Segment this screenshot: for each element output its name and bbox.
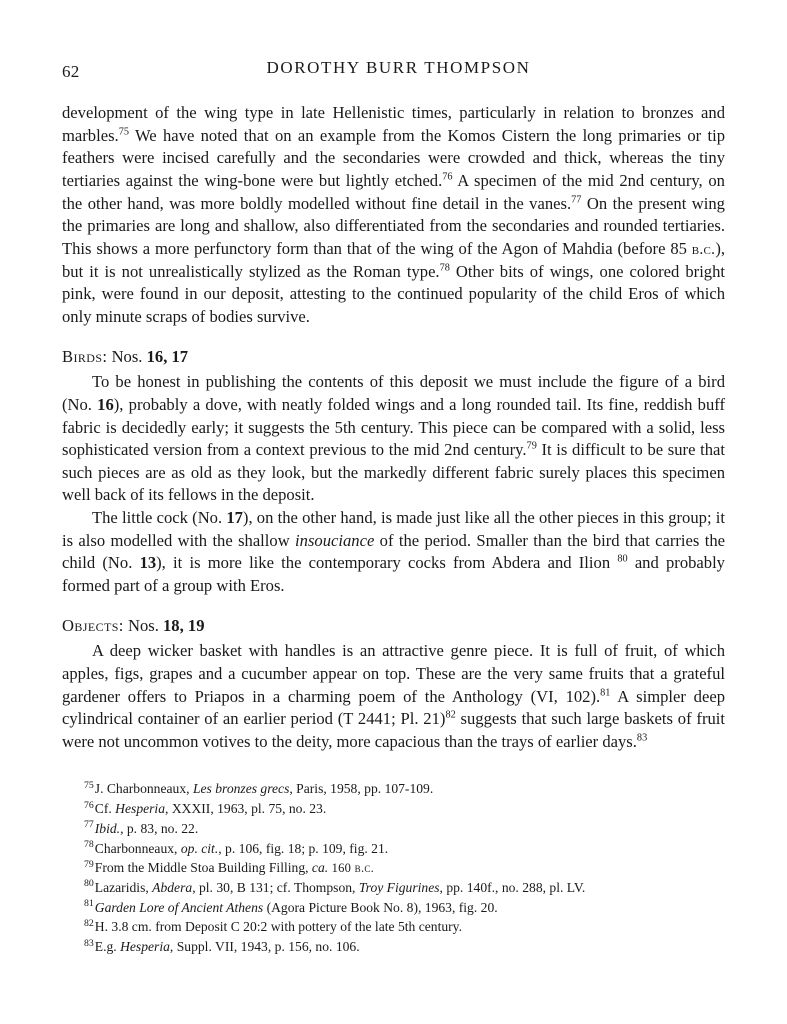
catalog-numbers: 16, 17 [146,346,189,366]
footnote-text: , pp. 140f., no. 288, pl. LV. [439,880,586,895]
page-number: 62 [62,62,80,81]
date-abbrev: b.c. [691,240,716,258]
footnote-number: 77 [84,819,94,831]
section-head-birds [62,346,725,369]
footnote-text: E.g. [94,939,121,955]
section-head-objects [62,615,725,638]
footnote-title: Hesperia [120,939,170,955]
footnote-ref-82[interactable]: 82 [445,709,456,721]
footnote-item [84,779,725,799]
text-run: The little cock (No. [92,508,227,528]
footnote-text: , p. 83, no. 22. [120,820,199,836]
footnote-title: Les bronzes grecs [192,781,290,797]
footnote-ref-78[interactable]: 78 [439,262,450,274]
text-run: ), on the other hand, is made just like all the other pieces in this group; it is also modelled with the shallow [62,508,725,550]
footnote-title: ca. [311,860,329,876]
footnote-item [84,898,725,918]
paragraph-wing-type [62,102,725,329]
footnote-title: Abdera [152,880,193,895]
footnote-text: , pl. 30, B 131; cf. Thompson, [192,880,359,895]
footnote-text: Cf. [94,801,116,817]
paragraph-bird [62,371,725,507]
text-run: suggests that such large baskets of fruit were not uncommon votives to the deity, more capacious than the trays of earlier days. [62,709,725,751]
text-run: On the present wing the primaries are long and shallow, also differentiated from the secondaries and rounded tertiaries. This shows a more perfunctory form than that of the wing of the Agon of Mahdia (before 85 [62,193,725,258]
italic-term: insouciance [295,530,375,550]
footnote-number: 76 [84,799,94,811]
footnote-ref-76[interactable]: 76 [442,171,453,183]
text-run: of the period. Smaller than the bird that carries the child (No. [62,530,725,573]
text-run: It is difficult to be sure that such pieces are as old as they look, but the markedly different fabric surely places this specimen well back of its fellows in the deposit. [62,440,725,505]
text-run: A simpler deep cylindrical container of an earlier period (T 2441; Pl. 21) [62,686,725,729]
footnote-item [84,858,725,878]
footnote-text: (Agora Picture Book No. 8), 1963, fig. 20. [263,899,498,915]
running-head [62,58,725,88]
text-run: A specimen of the mid 2nd century, on the other hand, was more boldly modelled without fine detail in the vanes. [62,170,725,213]
footnote-text: 160 b.c. [328,861,375,876]
text-run: A deep wicker basket with handles is an attractive genre piece. It is full of fruit, of which apples, figs, grapes and a cucumber appear on top. These are the very same fruits that a grateful gardener offers to Priapos in a charming poem of the Anthology (VI, 102). [62,641,725,706]
paragraph-cock [62,507,725,598]
footnote-item [84,819,725,839]
footnote-item [84,937,725,957]
section-head-label: Objects: [62,615,124,635]
footnote-ref-81[interactable]: 81 [600,687,611,699]
footnote-number: 81 [84,898,94,910]
text-run: Nos. [107,346,147,366]
footnote-title: Troy Figurines [358,880,440,895]
text-run: ), it is more like the contemporary cocks from Abdera and Ilion [156,553,618,573]
footnote-ref-77[interactable]: 77 [571,194,582,206]
catalog-number-17: 17 [226,508,243,528]
text-run: To be honest in publishing the contents of this deposit we must include the figure of a bird (No. [62,372,725,414]
footnote-ref-79[interactable]: 79 [526,440,537,452]
footnote-text: From the Middle Stoa Building Filling, [94,860,312,876]
footnote-title: op. cit. [180,840,219,856]
footnote-number: 79 [84,858,94,870]
catalog-numbers: 18, 19 [163,615,205,635]
text-run: and probably formed part of a group with Eros. [62,553,725,595]
text-run: ), probably a dove, with neatly folded wings and a long rounded tail. Its fine, reddish buff fabric is decidedly early; it suggests the 5th century. This piece can be compared with a solid, less sophisticated version from a context previous to the mid 2nd century. [62,394,725,460]
text-run: We have noted that on an example from the Komos Cistern the long primaries or tip feathers were incised carefully and the secondaries were crowded and thick, whereas the tiny tertiaries against the wing-bone were but lightly etched. [62,125,725,190]
footnote-text: , XXXII, 1963, pl. 75, no. 23. [165,801,327,817]
footnote-ref-83[interactable]: 83 [636,732,648,744]
footnotes-list [62,779,725,956]
footnote-text: J. Charbonneaux, [94,781,193,797]
footnote-number: 75 [84,779,94,791]
footnote-title: Ibid. [94,820,121,836]
body-text [62,102,725,753]
footnote-item [84,799,725,819]
text-run: development of the wing type in late Hellenistic times, particularly in relation to bronzes and marbles. [62,103,725,145]
section-head-label: Birds: [62,346,108,366]
footnote-number: 82 [84,917,94,929]
footnote-text: H. 3.8 cm. from Deposit C 20:2 with pottery of the late 5th century. [94,919,462,935]
footnote-number: 78 [84,839,94,851]
footnote-title: Hesperia [115,801,166,817]
page-title: DOROTHY BURR THOMPSON [266,58,531,77]
footnote-item [84,917,725,937]
text-run: Other bits of wings, one colored bright pink, were found in our deposit, attesting to the continued popularity of the child Eros of which only minute scraps of bodies survive. [62,261,726,326]
text-run: Nos. [123,615,163,635]
catalog-number-16: 16 [97,394,114,414]
footnote-text: , Suppl. VII, 1943, p. 156, no. 106. [169,939,360,955]
footnote-ref-80[interactable]: 80 [617,553,628,565]
footnote-item [84,839,725,859]
footnote-text: , Paris, 1958, pp. 107-109. [289,781,434,797]
footnote-text: Lazaridis, [94,880,153,895]
catalog-number-13: 13 [139,553,157,573]
footnote-ref-75[interactable]: 75 [118,126,129,138]
footnote-title: Garden Lore of Ancient Athens [94,899,264,915]
footnote-item [84,878,725,898]
paragraph-basket [62,640,725,753]
text-run: ), but it is not unrealistically stylized as the Roman type. [62,238,725,281]
footnote-number: 80 [84,878,94,890]
footnote-text: Charbonneaux, [94,840,181,856]
footnote-number: 83 [84,937,94,949]
footnote-text: , p. 106, fig. 18; p. 109, fig. 21. [218,840,389,856]
